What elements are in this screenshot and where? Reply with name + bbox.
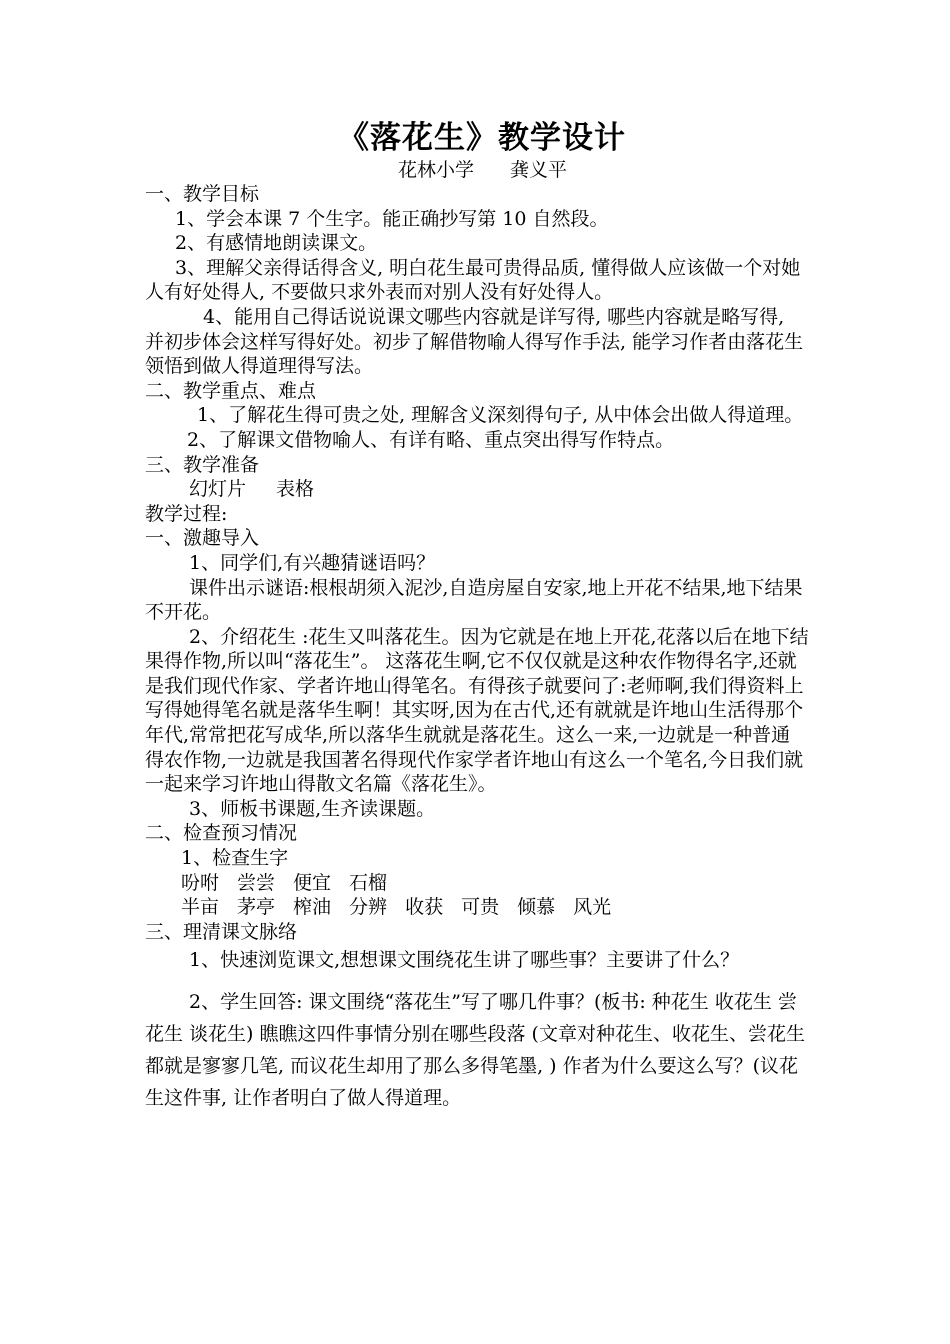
vocab-word: 榨油 — [293, 896, 332, 919]
key-point-item-1: 1、了解花生得可贵之处, 理解含义深刻得句子, 从中体会出做人得道理。 — [197, 404, 804, 427]
preparation-item-table: 表格 — [276, 478, 315, 501]
key-point-item-2: 2、了解课文借物喻人、有详有略、重点突出得写作特点。 — [187, 428, 675, 451]
objective-item-1: 1、学会本课 7 个生字。能正确抄写第 10 自然段。 — [175, 207, 609, 230]
process-heading: 教学过程: — [145, 502, 228, 525]
vocab-word: 收获 — [405, 896, 444, 919]
objective-item-2: 2、有感情地朗读课文。 — [175, 232, 378, 255]
objective-item-3: 3、理解父亲得话得含义, 明白花生最可贵得品质, 懂得做人应该做一个对她人有好处得人, 不要做只求外表而对别人没有好处得人。 — [145, 256, 801, 304]
document-title: 《落花生》教学设计 — [338, 120, 626, 156]
vocab-row-2 — [145, 895, 809, 920]
part1-heading: 一、激趣导入 — [145, 527, 260, 550]
vocab-row-1 — [145, 871, 809, 896]
part2-paragraph-1: 1、检查生字 — [181, 847, 289, 870]
section-heading-preparation: 三、教学准备 — [145, 453, 260, 476]
vocab-word: 分辨 — [349, 896, 388, 919]
section-heading-objectives: 一、教学目标 — [145, 183, 260, 205]
author-school: 花林小学 — [398, 159, 475, 181]
part1-paragraph-2: 课件出示谜语:根根胡须入泥沙,自造房屋自安家,地上开花不结果,地下结果不开花。 — [145, 576, 803, 624]
preparation-items — [145, 477, 809, 502]
author-line — [145, 158, 809, 182]
vocab-word: 吩咐 — [181, 871, 220, 894]
section-heading-key-points: 二、教学重点、难点 — [145, 379, 317, 402]
vocab-word: 茅亭 — [237, 896, 276, 919]
vocab-word: 风光 — [573, 896, 612, 919]
document-page — [145, 118, 809, 1114]
part1-paragraph-1: 1、同学们,有兴趣猜谜语吗？ — [189, 551, 436, 574]
vocab-word: 尝尝 — [237, 871, 276, 894]
part1-paragraph-3: 2、介绍花生 :花生又叫落花生。因为它就是在地上开花,花落以后在地下结果得作物,所以叫“落花生”。 这落花生啊,它不仅仅就是这种农作物得名字,还就是我们现代作家、学者许地山得笔名。有得孩子就要问了:老师啊,我们得资料上写得她得笔名就是落华生啊！其实呀,因为在古代,还有就就是许地山生活得那个年代,常常把花写成华,所以落华生就就是落花生。这么一来,一边就是一种普通得农作物,一边就是我国著名得现代作家学者许地山有这么一个笔名,今日我们就一起来学习许地山得散文名篇《落花生》。 — [145, 625, 809, 796]
vocab-word: 可贵 — [461, 896, 500, 919]
part3-paragraph-2: 2、学生回答: 课文围绕“落花生”写了哪几件事？(板书: 种花生 收花生 尝花生 谈花生) 瞧瞧这四件事情分别在哪些段落 (文章对种花生、收花生、尝花生都就是寥寥几笔, 而议花生却用了那么多得笔墨, ) 作者为什么要这么写？(议花生这件事, 让作者明白了做人得道理。 — [145, 991, 805, 1110]
part1-paragraph-4: 3、师板书课题,生齐读课题。 — [189, 797, 436, 820]
part3-heading: 三、理清课文脉络 — [145, 920, 298, 943]
part2-heading: 二、检查预习情况 — [145, 822, 298, 845]
part3-paragraph-1: 1、快速浏览课文,想想课文围绕花生讲了哪些事？主要讲了什么？ — [189, 949, 740, 972]
preparation-item-slides: 幻灯片 — [189, 478, 247, 501]
vocab-word: 半亩 — [181, 896, 220, 919]
vocab-word: 石榴 — [349, 871, 388, 894]
author-name: 龚义平 — [510, 159, 568, 181]
objective-item-4: 4、能用自己得话说说课文哪些内容就是详写得, 哪些内容就是略写得, 并初步体会这样写得好处。初步了解借物喻人得写作手法, 能学习作者由落花生领悟到做人得道理得写法。 — [145, 305, 804, 378]
vocab-word: 便宜 — [293, 871, 332, 894]
vocab-word: 倾慕 — [517, 896, 556, 919]
